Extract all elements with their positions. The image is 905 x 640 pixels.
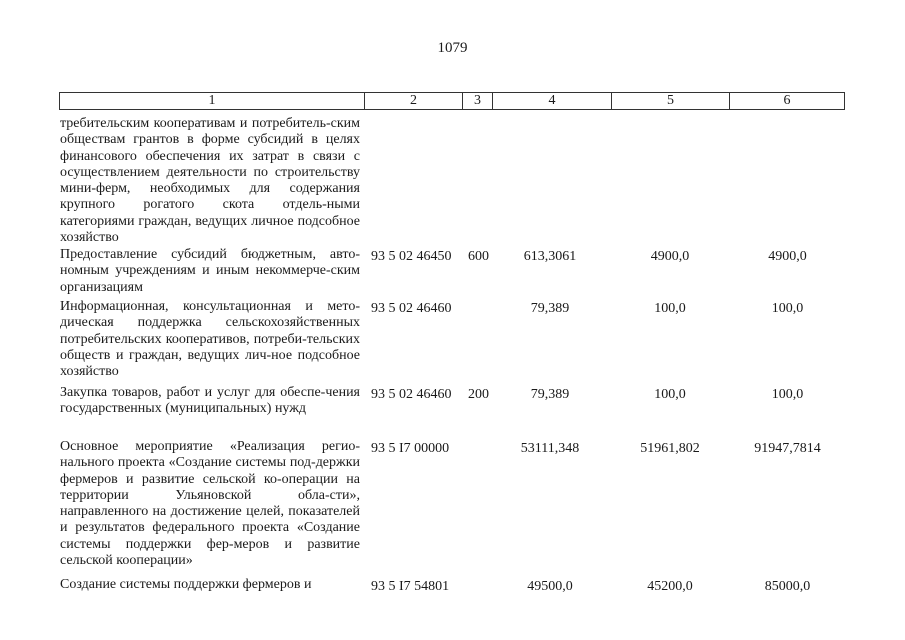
row-description: Создание системы поддержки фермеров и xyxy=(60,577,312,592)
header-cell-1: 1 xyxy=(59,92,365,110)
row-value-5: 51961,802 xyxy=(640,441,700,456)
header-cell-5: 5 xyxy=(612,92,730,110)
row-value-4: 49500,0 xyxy=(527,579,573,594)
row-value-5: 45200,0 xyxy=(647,579,693,594)
row-value-5: 100,0 xyxy=(654,301,686,316)
row-description: Закупка товаров, работ и услуг для обеспе-чения государственных (муниципальных) нужд xyxy=(60,385,360,417)
table-row xyxy=(60,439,860,577)
row-code: 93 5 I7 00000 xyxy=(371,441,450,456)
row-value-6: 100,0 xyxy=(771,301,804,316)
row-value-4: 79,389 xyxy=(530,387,570,402)
row-expense-type: 600 xyxy=(468,249,489,264)
header-cell-2: 2 xyxy=(365,92,463,110)
row-value-5: 100,0 xyxy=(654,387,686,402)
table-row xyxy=(60,577,860,597)
row-value-6: 4900,0 xyxy=(768,249,807,264)
row-code: 93 5 02 46460 xyxy=(371,387,452,402)
row-value-4: 53111,348 xyxy=(520,441,580,456)
header-cell-6: 6 xyxy=(730,92,845,110)
row-code: 93 5 I7 54801 xyxy=(371,579,450,594)
row-value-6: 85000,0 xyxy=(764,579,811,594)
table-body xyxy=(60,116,860,597)
row-code: 93 5 02 46460 xyxy=(371,301,452,316)
row-value-4: 79,389 xyxy=(530,301,570,316)
row-value-4: 613,3061 xyxy=(523,249,577,264)
row-code: 93 5 02 46450 xyxy=(371,249,452,264)
header-cell-4: 4 xyxy=(493,92,612,110)
row-description: Предоставление субсидий бюджетным, авто-номным учреждениям и иным некоммерче-ским организациям xyxy=(60,247,360,295)
table-row xyxy=(60,116,860,247)
row-value-6: 91947,7814 xyxy=(754,441,821,456)
header-cell-3: 3 xyxy=(463,92,493,110)
row-value-6: 100,0 xyxy=(771,387,804,402)
table-row xyxy=(60,247,860,299)
row-expense-type: 200 xyxy=(468,387,489,402)
page-number: 1079 xyxy=(437,40,468,56)
row-description: требительским кооперативам и потребитель-ским обществам грантов в форме субсидий в целях финансового обеспечения их затрат в связи с осуществлением деятельности по строительству мини-ферм, необходимых для содержания крупного рогатого скота отдель-ными категориями граждан, ведущих личное подсобное хозяйство xyxy=(60,116,360,246)
row-description: Информационная, консультационная и мето-дическая поддержка сельскохозяйственных потребительских кооперативов, потреби-тельских обществ и граждан, ведущих лич-ное подсобное хозяйство xyxy=(60,299,360,380)
row-description: Основное мероприятие «Реализация регио-нального проекта «Создание системы под-держки фермеров и развитие сельской ко-операции на территории Ульяновской обла-сти», направленного на достижение целей, показателей и результатов федерального проекта «Создание системы поддержки фер-меров и развитие сельской кооперации» xyxy=(60,439,360,569)
row-value-5: 4900,0 xyxy=(650,249,690,264)
table-row xyxy=(60,385,860,439)
table-row xyxy=(60,299,860,385)
